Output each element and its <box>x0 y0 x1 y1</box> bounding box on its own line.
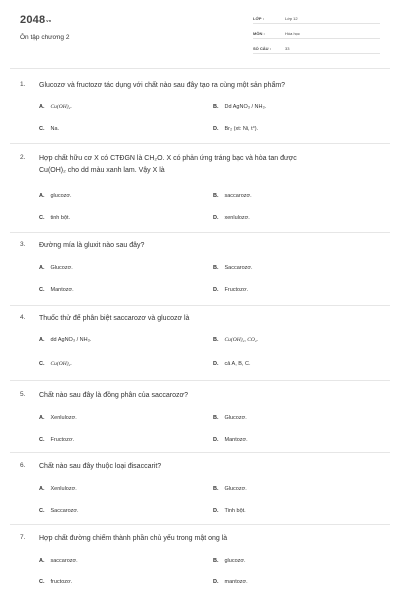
option-a[interactable]: A. Glucozơ. <box>39 265 73 271</box>
meta-key: SỐ CÂU : <box>253 46 271 51</box>
question-text: Hợp chất đường chiếm thành phần chủ yếu trong mật ong là <box>39 535 228 542</box>
question-number: 6. <box>20 462 26 469</box>
option-c[interactable]: C. Na. <box>39 126 60 132</box>
document-header <box>0 0 400 62</box>
option-d[interactable]: D. xenlulozơ. <box>213 215 250 221</box>
option-a[interactable]: A. dd AgNO₃ / NH₃. <box>39 337 92 343</box>
question-number: 1. <box>20 81 26 88</box>
divider <box>10 524 390 525</box>
meta-row-class <box>253 12 380 24</box>
option-c[interactable]: C. Fructozơ. <box>39 437 74 443</box>
question-number: 5. <box>20 391 26 398</box>
meta-key: LỚP : <box>253 16 264 21</box>
option-d[interactable]: D. mantozơ. <box>213 579 248 585</box>
divider <box>10 68 390 69</box>
meta-row-question-count <box>253 42 380 54</box>
option-b[interactable]: B. Saccarozơ. <box>213 265 253 271</box>
option-d[interactable]: D. Fructozơ. <box>213 287 248 293</box>
meta-row-subject <box>253 27 380 39</box>
divider <box>10 232 390 233</box>
option-b[interactable]: B. Glucozơ. <box>213 415 247 421</box>
question-number: 2. <box>20 154 26 161</box>
option-c[interactable]: C. Saccarozơ. <box>39 508 79 514</box>
question-number: 4. <box>20 314 26 321</box>
question-text-continued: Cu(OH)₂ cho dd màu xanh lam. Vậy X là <box>39 167 165 174</box>
question-text: Chất nào sau đây là đồng phân của saccarozơ? <box>39 392 188 399</box>
option-d[interactable]: D. cả A, B, C. <box>213 361 251 367</box>
option-a[interactable]: A. Cu(OH)₂. <box>39 104 72 110</box>
option-c[interactable]: C. fructozơ. <box>39 579 73 585</box>
question-text: Thuốc thử để phân biệt saccarozơ và glucozơ là <box>39 315 190 322</box>
option-a[interactable]: A. glucozơ. <box>39 193 72 199</box>
divider <box>10 305 390 306</box>
divider <box>10 452 390 453</box>
question-text: Hợp chất hữu cơ X có CTĐGN là CH₂O. X có phản ứng tráng bạc và hòa tan được <box>39 155 297 162</box>
divider <box>10 143 390 144</box>
option-b[interactable]: B. Glucozơ. <box>213 486 247 492</box>
option-a[interactable]: A. saccarozơ. <box>39 558 78 564</box>
brand-logo: 2048vn <box>20 14 52 26</box>
option-c[interactable]: C. tinh bột. <box>39 215 71 221</box>
option-a[interactable]: A. Xenlulozơ. <box>39 486 77 492</box>
option-c[interactable]: C. Mantozơ. <box>39 287 74 293</box>
option-b[interactable]: B. saccarozơ. <box>213 193 252 199</box>
meta-value: 33 <box>285 46 290 51</box>
question-number: 7. <box>20 534 26 541</box>
question-text: Đường mía là gluxit nào sau đây? <box>39 242 145 249</box>
question-text: Glucozơ và fructozơ tác dụng với chất nào sau đây tạo ra cùng một sản phẩm? <box>39 82 286 89</box>
option-d[interactable]: D. Tinh bột. <box>213 508 246 514</box>
question-text: Chất nào sau đây thuộc loại đisaccarit? <box>39 463 162 470</box>
sheet-title: Ôn tập chương 2 <box>20 34 70 41</box>
option-d[interactable]: D. Mantozơ. <box>213 437 248 443</box>
question-number: 3. <box>20 241 26 248</box>
option-c[interactable]: C. Cu(OH)₂. <box>39 361 72 367</box>
meta-key: MÔN : <box>253 31 265 36</box>
option-d[interactable]: D. Br₂ (xt: Ni, t°). <box>213 126 259 132</box>
option-b[interactable]: B. glucozơ. <box>213 558 246 564</box>
meta-value: Hóa học <box>285 31 300 36</box>
option-b[interactable]: B. Cu(OH)₂, CO₂. <box>213 337 259 343</box>
option-b[interactable]: B. Dd AgNO₃ / NH₃. <box>213 104 267 110</box>
meta-value: Lớp 12 <box>285 16 298 21</box>
option-a[interactable]: A. Xenlulozơ. <box>39 415 77 421</box>
divider <box>10 380 390 381</box>
